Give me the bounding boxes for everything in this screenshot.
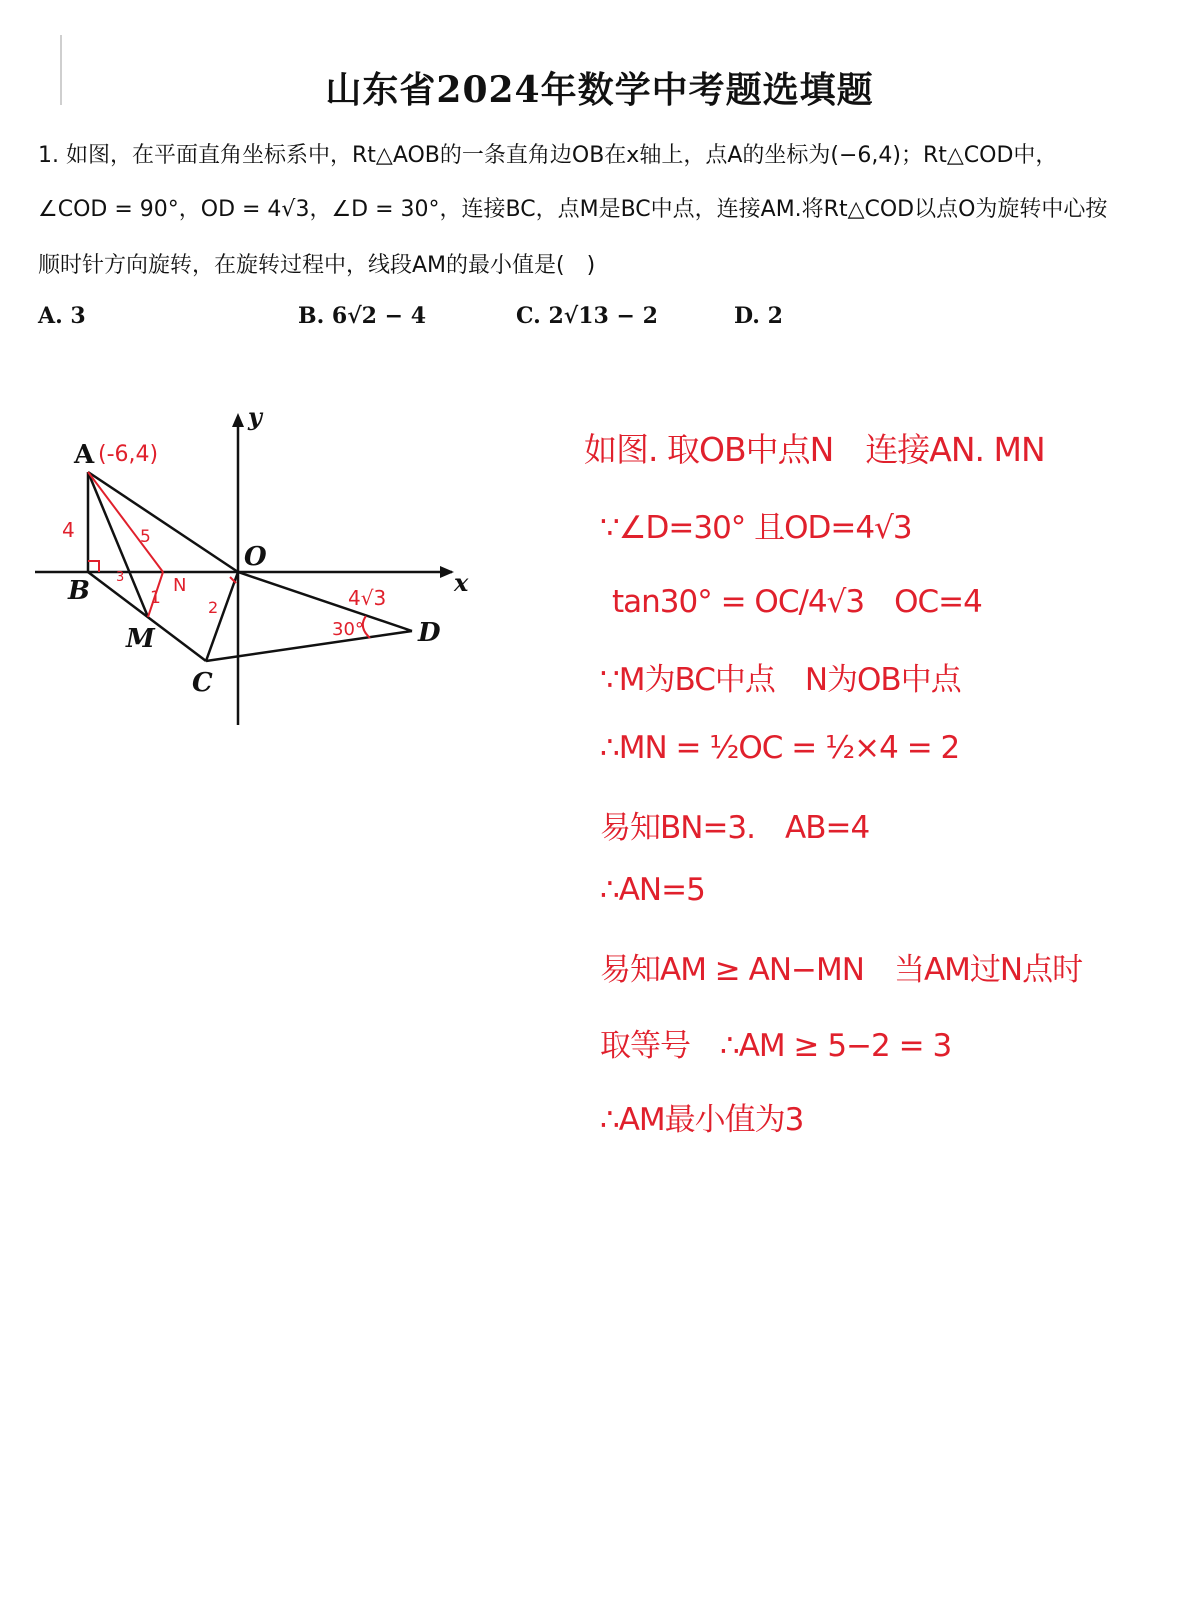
solution-step-4: ∵M为BC中点 N为OB中点 [600,662,961,698]
solution-step-3: tan30° = OC/4√3 OC=4 [612,584,982,620]
label-len-BN: 3 [116,570,125,585]
solution-step-9: 取等号 ∴AM ≥ 5−2 = 3 [600,1028,952,1064]
label-y: y [248,402,262,431]
segment-AN [88,472,163,572]
label-M: M [126,624,155,654]
label-A: A [74,440,95,470]
option-d[interactable]: D. 2 [734,303,783,329]
geometry-figure [30,395,500,735]
label-N: N [173,575,187,596]
option-a[interactable]: A. 3 [38,303,86,329]
question-line-2: ∠COD = 90°，OD = 4√3，∠D = 30°，连接BC，点M是BC中点，连接AM.将Rt△COD以点O为旋转中心按 [38,197,1108,222]
y-axis-arrow [232,413,244,427]
label-B: B [68,576,90,606]
option-b[interactable]: B. 6√2 − 4 [298,303,427,329]
solution-step-2: ∵∠D=30° 且OD=4√3 [600,510,912,546]
label-D: D [418,618,441,648]
label-len-MN: 1 [150,588,161,608]
label-O: O [244,542,267,572]
solution-step-8: 易知AM ≥ AN−MN 当AM过N点时 [600,952,1083,988]
segment-AO [88,472,238,572]
label-len-AN: 5 [140,527,151,547]
label-A-coord: (-6,4) [98,442,159,467]
label-len-AB: 4 [62,518,75,542]
question-line-3: 顺时针方向旋转，在旋转过程中，线段AM的最小值是( ) [38,253,596,278]
right-angle-mark-B [88,561,99,572]
question-line-1: 1. 如图，在平面直角坐标系中，Rt△AOB的一条直角边OB在x轴上，点A的坐标为(−6,4)；Rt△COD中， [38,143,1058,168]
page-title: 山东省2024年数学中考题选填题 [325,69,874,111]
label-len-OC: 2 [208,598,219,617]
label-angle-D: 30° [332,619,364,640]
label-x: x [454,568,469,597]
solution-step-1: 如图. 取OB中点N 连接AN. MN [584,430,1045,469]
solution-step-6: 易知BN=3. AB=4 [600,810,870,846]
label-C: C [192,668,213,698]
option-c[interactable]: C. 2√13 − 2 [516,303,658,329]
label-len-OD: 4√3 [348,586,387,610]
solution-step-10: ∴AM最小值为3 [600,1102,804,1138]
solution-step-7: ∴AN=5 [600,872,705,908]
x-axis-arrow [440,566,454,578]
solution-step-5: ∴MN = ½OC = ½×4 = 2 [600,730,960,766]
